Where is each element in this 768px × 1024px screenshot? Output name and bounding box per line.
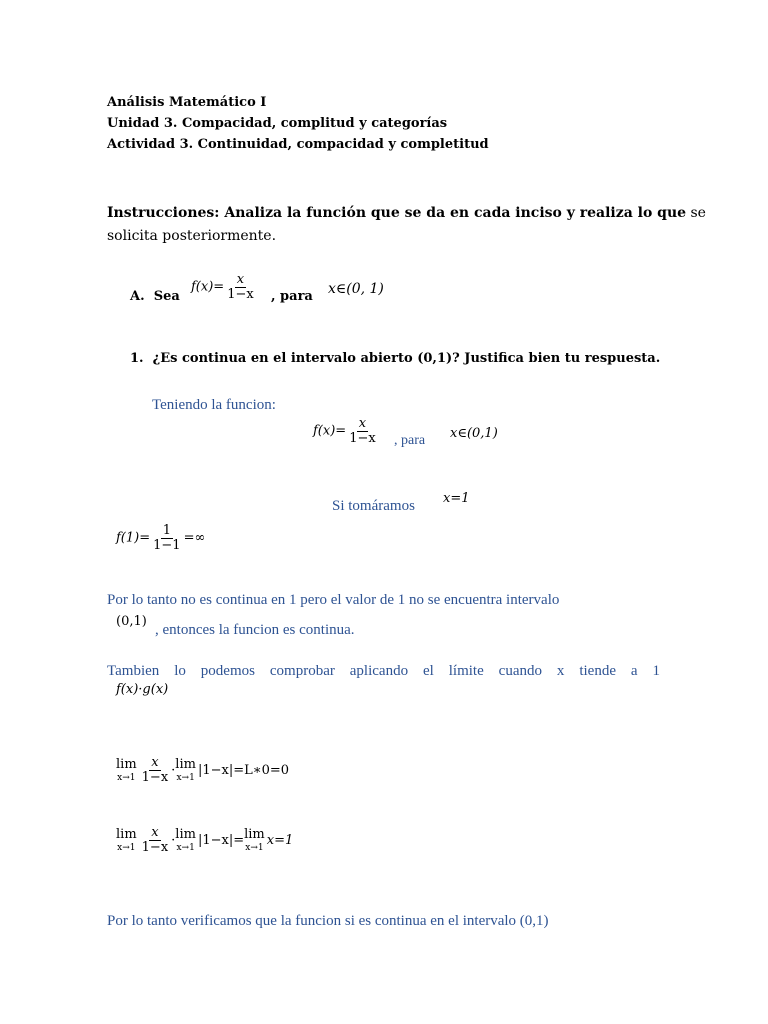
function-fraction (225, 273, 256, 301)
x-equals-one: x=1 (443, 491, 470, 506)
limit-fraction-numerator: x (151, 755, 159, 770)
answer-fraction-numerator: x (358, 416, 367, 431)
limit-fraction (140, 826, 171, 854)
limit-fraction-denominator: 1−x (141, 839, 169, 855)
item-a-sea: Sea (153, 289, 180, 304)
answer-function-lhs: f(x)= (313, 423, 347, 439)
unit-title: Unidad 3. Compacidad, complitud y categorías (107, 116, 448, 131)
fraction-denominator: 1−x (227, 286, 254, 302)
f-of-one-numerator: 1 (162, 523, 171, 538)
item-a-domain: x∈(0, 1) (328, 281, 384, 297)
interval-expression: (0,1) (116, 614, 147, 629)
si-tomaramos: Si tomáramos (332, 498, 415, 514)
answer-para: , para (394, 433, 426, 448)
item-a-function (191, 273, 257, 301)
question-1-marker: 1. (130, 351, 144, 366)
question-1 (130, 351, 660, 366)
limit-operator (116, 758, 137, 783)
dot-operator: · (171, 762, 176, 778)
question-1-text: ¿Es continua en el intervalo abierto (0,1)? Justifica bien tu respuesta. (152, 351, 661, 366)
dot-operator: · (171, 832, 176, 848)
limit-operator (175, 758, 196, 783)
lim-sub: x→1 (117, 842, 136, 853)
limit-operator (244, 828, 265, 853)
final-conclusion: Por lo tanto verificamos que la funcion si es continua en el intervalo (0,1) (107, 913, 549, 929)
instructions-bold: Instrucciones: Analiza la función que se da en cada inciso y realiza lo que (107, 205, 687, 221)
activity-title: Actividad 3. Continuidad, compacidad y completitud (107, 137, 489, 152)
limit-eq2-tail: x=1 (266, 832, 294, 848)
entonces-text: , entonces la funcion es continua. (155, 622, 355, 638)
lim-word: lim (244, 826, 265, 842)
answer-intro: Teniendo la funcion: (152, 397, 276, 413)
instructions-line-1 (107, 205, 706, 221)
f-of-one-fraction (151, 524, 182, 552)
f-of-one (116, 524, 205, 552)
limit-equation-2 (116, 826, 293, 854)
function-lhs: f(x)= (191, 279, 225, 295)
conclusion-1: Por lo tanto no es continua en 1 pero el valor de 1 no se encuentra intervalo (107, 592, 560, 608)
lim-word: lim (116, 756, 137, 772)
limit-eq2-middle: |1−x|= (197, 832, 245, 848)
f-of-one-denominator: 1−1 (153, 537, 181, 553)
fraction-numerator: x (236, 272, 245, 287)
limit-fraction (140, 756, 171, 784)
limit-equation-1 (116, 756, 289, 784)
answer-domain: x∈(0,1) (450, 426, 498, 441)
lim-sub: x→1 (176, 772, 195, 783)
limit-fraction-denominator: 1−x (141, 769, 169, 785)
limit-fraction-numerator: x (151, 825, 159, 840)
answer-function-fraction (347, 417, 378, 445)
lim-word: lim (116, 826, 137, 842)
instructions-line-2: solicita posteriormente. (107, 228, 277, 244)
item-a-letter: A. (130, 289, 145, 304)
lim-sub: x→1 (245, 842, 264, 853)
answer-function (313, 417, 379, 445)
f-of-one-lhs: f(1)= (116, 530, 151, 546)
lim-sub: x→1 (176, 842, 195, 853)
f-times-g: f(x)·g(x) (116, 682, 169, 697)
tambien-text: Tambien lo podemos comprobar aplicando el límite cuando x tiende a 1 (107, 663, 660, 679)
item-a-para: , para (271, 289, 313, 304)
limit-eq1-rest: |1−x|=L∗0=0 (197, 762, 290, 778)
limit-operator (175, 828, 196, 853)
course-title: Análisis Matemático I (107, 95, 267, 110)
instructions-rest: se (686, 205, 706, 221)
lim-sub: x→1 (117, 772, 136, 783)
f-of-one-rhs: =∞ (183, 530, 206, 546)
answer-fraction-denominator: 1−x (349, 430, 376, 446)
limit-operator (116, 828, 137, 853)
lim-word: lim (175, 826, 196, 842)
lim-word: lim (175, 756, 196, 772)
item-a-marker (130, 289, 180, 304)
